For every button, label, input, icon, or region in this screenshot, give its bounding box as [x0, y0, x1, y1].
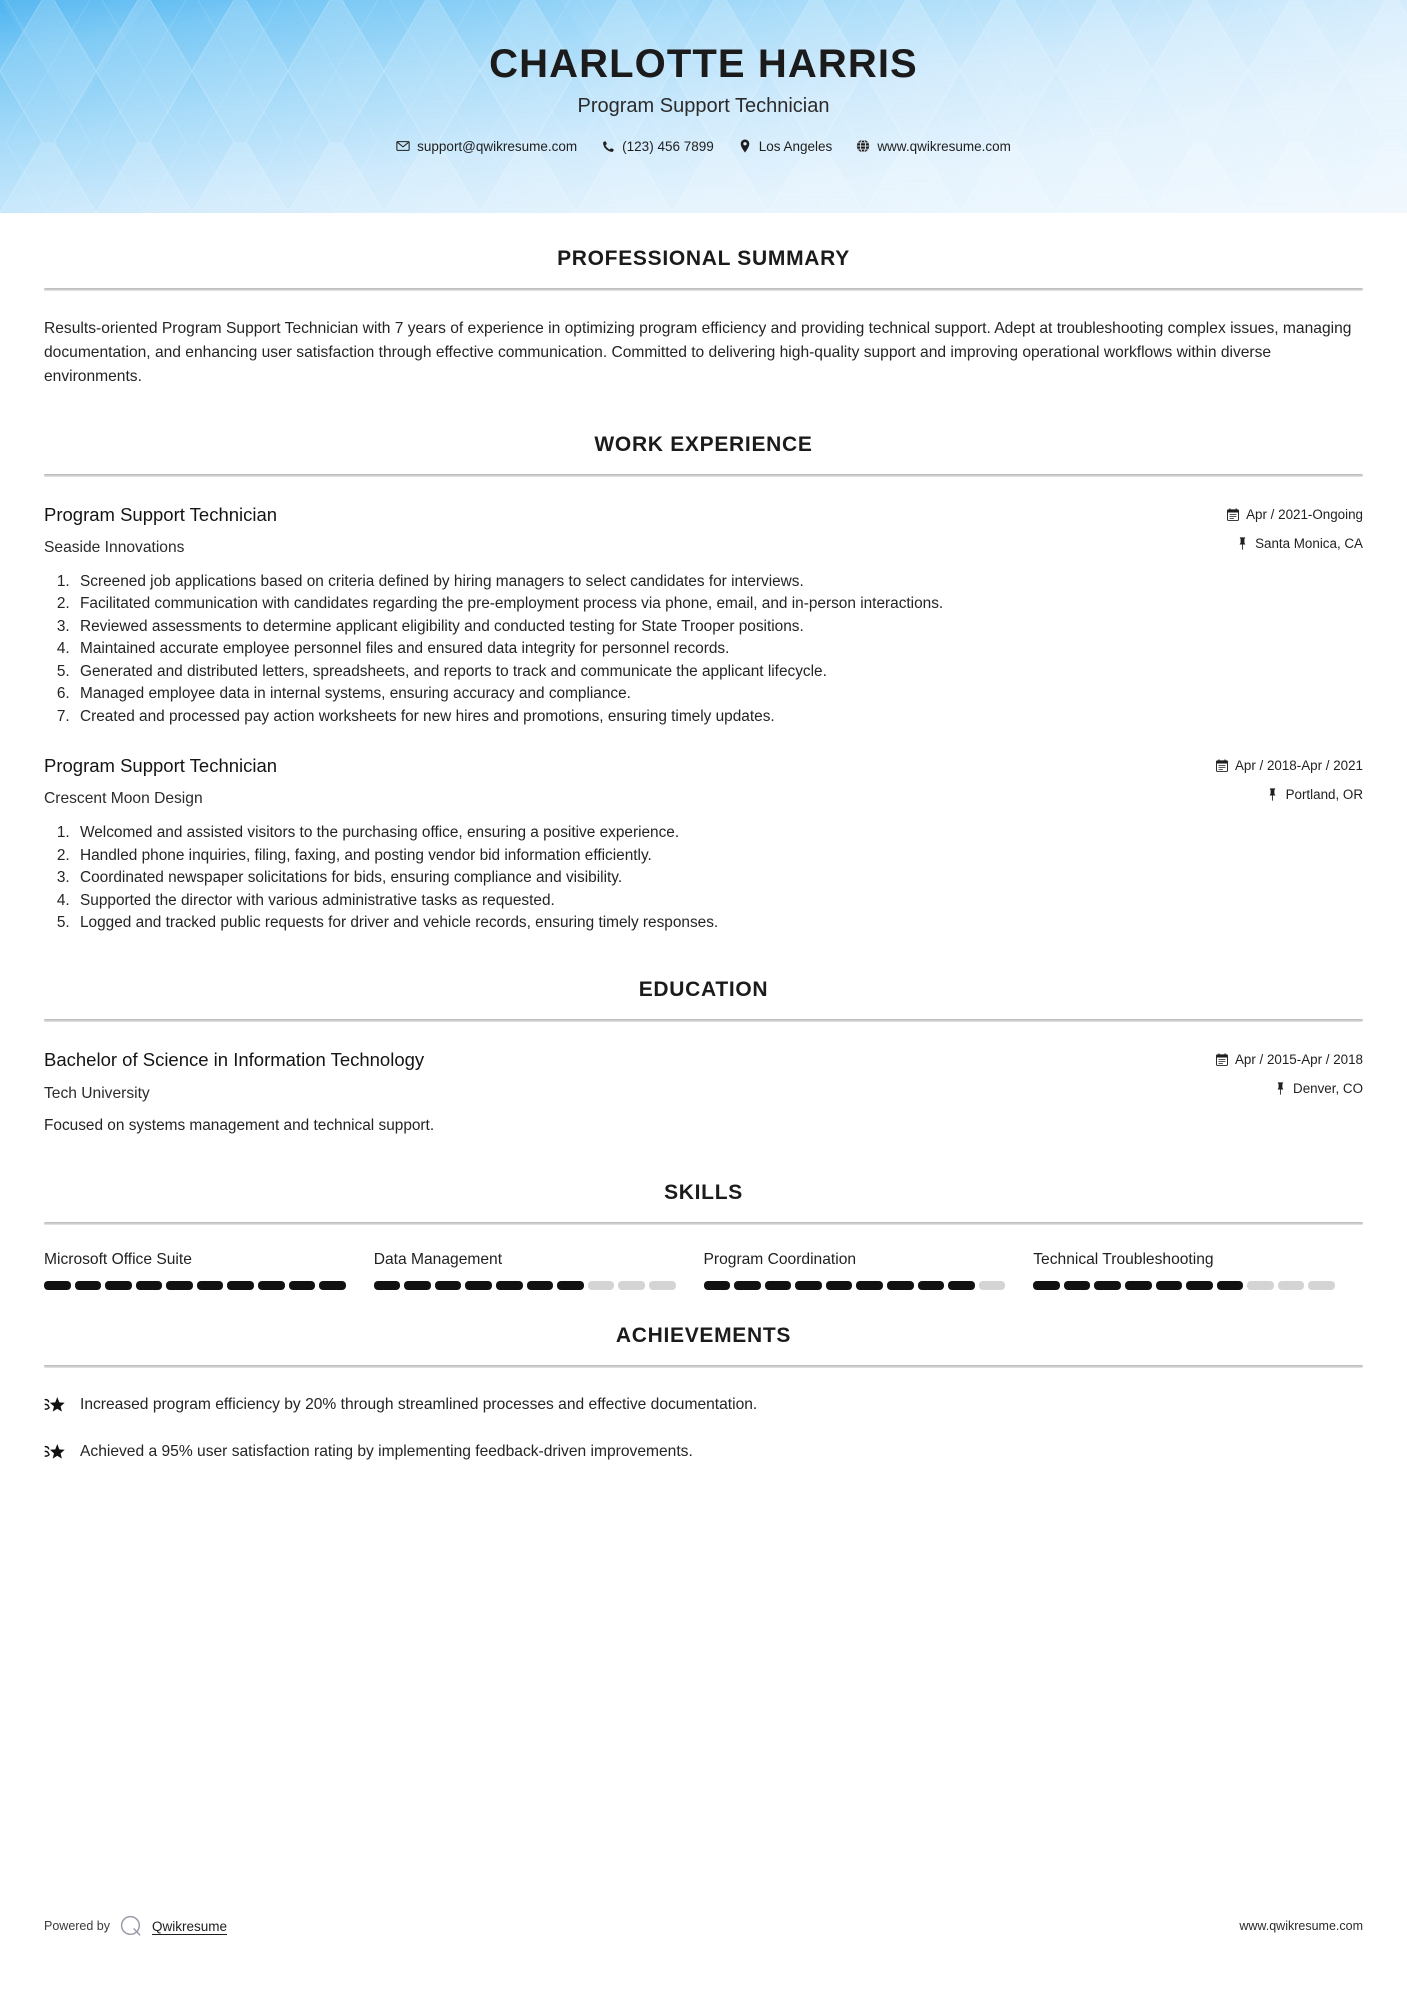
- skill-segment-filled: [319, 1281, 346, 1290]
- section-divider: [44, 1365, 1363, 1368]
- footer-website: www.qwikresume.com: [1239, 1919, 1363, 1933]
- skill-segment-filled: [1094, 1281, 1121, 1290]
- skill-segment-filled: [374, 1281, 401, 1290]
- skill-segment-empty: [1247, 1281, 1274, 1290]
- globe-icon: [856, 139, 870, 153]
- skill-segment-filled: [557, 1281, 584, 1290]
- skill-segment-filled: [704, 1281, 731, 1290]
- section-achievements: [44, 1324, 1363, 1464]
- contact-website-text: www.qwikresume.com: [877, 138, 1011, 154]
- skill-segment-filled: [166, 1281, 193, 1290]
- skill-segment-filled: [1217, 1281, 1244, 1290]
- skill-segment-filled: [44, 1281, 71, 1290]
- skill-segment-filled: [136, 1281, 163, 1290]
- skill-segment-filled: [75, 1281, 102, 1290]
- experience-date: [1216, 758, 1363, 773]
- skill-segment-filled: [465, 1281, 492, 1290]
- section-divider: [44, 288, 1363, 291]
- section-title-achievements: ACHIEVEMENTS: [615, 1324, 792, 1348]
- section-divider: [44, 1019, 1363, 1022]
- candidate-job-title: Program Support Technician: [577, 94, 830, 117]
- experience-location: [1227, 536, 1363, 551]
- contact-email-text: support@qwikresume.com: [417, 138, 578, 154]
- skill-segment-filled: [856, 1281, 883, 1290]
- summary-text: Results-oriented Program Support Technician with 7 years of experience in optimizing program efficiency and providing technical support. Adept at troubleshooting complex issues, managing documentation, and enhancing user satisfaction through effective communication. Committed to delivering high-quality support and improving operational workflows within diverse environments.: [44, 320, 1352, 385]
- skill-label: Microsoft Office Suite: [44, 1251, 192, 1269]
- contact-website[interactable]: [844, 139, 1023, 154]
- contact-phone[interactable]: [589, 139, 726, 154]
- skills-grid: [44, 1251, 1363, 1290]
- skill-rating-bar: [1033, 1281, 1335, 1290]
- education-school: Tech University: [44, 1084, 150, 1102]
- achievement-text: Achieved a 95% user satisfaction rating by implementing feedback-driven improvements.: [80, 1443, 693, 1461]
- education-description: Focused on systems management and technical support.: [44, 1117, 435, 1135]
- skill-item: [704, 1251, 1034, 1290]
- list-item: [44, 1394, 1363, 1417]
- contact-location-text: Los Angeles: [758, 138, 833, 154]
- experience-bullet-list: [44, 571, 1363, 728]
- section-divider: [44, 474, 1363, 477]
- section-title-skills: SKILLS: [664, 1181, 743, 1205]
- education-entry: [44, 1048, 1363, 1137]
- skill-item: [44, 1251, 374, 1290]
- experience-entry: [44, 503, 1363, 728]
- email-icon: [396, 139, 410, 153]
- skill-segment-filled: [197, 1281, 224, 1290]
- qwikresume-logo-icon: [119, 1914, 143, 1938]
- education-location-text: Denver, CO: [1293, 1081, 1363, 1097]
- skill-segment-filled: [289, 1281, 316, 1290]
- experience-location-text: Santa Monica, CA: [1255, 536, 1363, 551]
- skill-segment-filled: [1064, 1281, 1091, 1290]
- list-item: 5. Logged and tracked public requests for driver and vehicle records, ensuring timely responses.: [74, 912, 1363, 934]
- experience-entry: [44, 754, 1363, 934]
- skill-segment-filled: [227, 1281, 254, 1290]
- skill-label: Program Coordination: [703, 1251, 857, 1269]
- skill-segment-empty: [618, 1281, 645, 1290]
- skill-label: Technical Troubleshooting: [1033, 1251, 1214, 1269]
- candidate-name: CHARLOTTE HARRIS: [489, 42, 918, 86]
- contact-location: [726, 139, 845, 154]
- skill-segment-filled: [258, 1281, 285, 1290]
- experience-bullet-list: [44, 822, 1363, 934]
- list-item: 6. Managed employee data in internal systems, ensuring accuracy and compliance.: [74, 683, 1363, 705]
- experience-company: Seaside Innovations: [44, 539, 185, 557]
- achievement-text: Increased program efficiency by 20% through streamlined processes and effective documentation.: [80, 1396, 758, 1414]
- list-item: 1. Welcomed and assisted visitors to the purchasing office, ensuring a positive experience.: [74, 822, 1363, 844]
- skill-segment-empty: [979, 1281, 1006, 1290]
- list-item: 3. Reviewed assessments to determine applicant eligibility and conducted testing for State Trooper positions.: [74, 616, 1363, 638]
- section-title-experience: WORK EXPERIENCE: [594, 433, 813, 456]
- experience-job-title: Program Support Technician: [44, 755, 278, 777]
- section-divider: [44, 1222, 1363, 1225]
- list-item: [44, 1441, 1363, 1464]
- contact-phone-text: (123) 456 7899: [622, 138, 714, 154]
- calendar-icon: [1216, 759, 1228, 772]
- experience-date: [1227, 507, 1363, 522]
- section-title-education: EDUCATION: [638, 978, 769, 1002]
- section-work-experience: [44, 433, 1363, 934]
- list-item: 5. Generated and distributed letters, spreadsheets, and reports to track and communicate the applicant lifecycle.: [74, 661, 1363, 683]
- list-item: 3. Coordinated newspaper solicitations for bids, ensuring compliance and visibility.: [74, 867, 1363, 889]
- list-item: 2. Handled phone inquiries, filing, faxing, and posting vendor bid information efficiently.: [74, 845, 1363, 867]
- list-item: 4. Maintained accurate employee personnel files and ensured data integrity for personnel records.: [74, 638, 1363, 660]
- resume-content: [0, 213, 1407, 1464]
- skill-segment-filled: [1125, 1281, 1152, 1290]
- education-degree: Bachelor of Science in Information Technology: [44, 1049, 425, 1071]
- skill-segment-filled: [1186, 1281, 1213, 1290]
- powered-by-label: Powered by: [44, 1919, 111, 1933]
- calendar-icon: [1216, 1053, 1228, 1066]
- experience-company: Crescent Moon Design: [44, 790, 203, 808]
- skill-segment-filled: [105, 1281, 132, 1290]
- skill-label: Data Management: [373, 1251, 503, 1269]
- experience-date-text: Apr / 2018-Apr / 2021: [1234, 758, 1363, 774]
- skill-segment-empty: [1278, 1281, 1305, 1290]
- pin-icon: [1267, 788, 1279, 801]
- section-skills: [44, 1181, 1363, 1290]
- header-banner: [0, 0, 1407, 213]
- footer-branding: [44, 1914, 227, 1938]
- education-location: [1216, 1081, 1363, 1096]
- skill-segment-filled: [435, 1281, 462, 1290]
- contact-row: [0, 139, 1407, 154]
- section-education: [44, 978, 1363, 1137]
- skill-rating-bar: [704, 1281, 1006, 1290]
- skill-segment-filled: [734, 1281, 761, 1290]
- location-icon: [738, 139, 752, 153]
- skill-segment-filled: [887, 1281, 914, 1290]
- skill-item: [1033, 1251, 1363, 1290]
- skill-segment-filled: [527, 1281, 554, 1290]
- experience-location-text: Portland, OR: [1285, 787, 1363, 803]
- star-badge-icon: [44, 1442, 66, 1464]
- list-item: 4. Supported the director with various administrative tasks as requested.: [74, 890, 1363, 912]
- star-badge-icon: [44, 1395, 66, 1417]
- pin-icon: [1236, 537, 1248, 550]
- section-title-summary: PROFESSIONAL SUMMARY: [557, 247, 850, 270]
- list-item: 1. Screened job applications based on criteria defined by hiring managers to select candidates for interviews.: [74, 571, 1363, 593]
- skill-item: [374, 1251, 704, 1290]
- experience-job-title: Program Support Technician: [44, 504, 278, 525]
- pin-icon: [1274, 1082, 1286, 1095]
- skill-segment-empty: [649, 1281, 676, 1290]
- experience-date-text: Apr / 2021-Ongoing: [1246, 507, 1363, 522]
- skill-segment-filled: [496, 1281, 523, 1290]
- calendar-icon: [1227, 508, 1239, 521]
- contact-email[interactable]: [384, 139, 589, 154]
- skill-segment-filled: [948, 1281, 975, 1290]
- education-date-text: Apr / 2015-Apr / 2018: [1234, 1052, 1363, 1068]
- skill-segment-empty: [588, 1281, 615, 1290]
- skill-segment-filled: [1033, 1281, 1060, 1290]
- skill-rating-bar: [374, 1281, 676, 1290]
- phone-icon: [601, 139, 615, 153]
- skill-segment-filled: [1156, 1281, 1183, 1290]
- skill-segment-filled: [918, 1281, 945, 1290]
- skill-segment-filled: [795, 1281, 822, 1290]
- page-footer: [44, 1914, 1363, 1938]
- experience-location: [1216, 787, 1363, 802]
- list-item: 2. Facilitated communication with candidates regarding the pre-employment process via phone, email, and in-person interactions.: [74, 593, 1363, 615]
- skill-segment-empty: [1308, 1281, 1335, 1290]
- skill-segment-filled: [765, 1281, 792, 1290]
- skill-rating-bar: [44, 1281, 346, 1290]
- qwikresume-link[interactable]: Qwikresume: [152, 1918, 228, 1934]
- skill-segment-filled: [826, 1281, 853, 1290]
- education-date: [1216, 1052, 1363, 1067]
- list-item: 7. Created and processed pay action worksheets for new hires and promotions, ensuring timely updates.: [74, 706, 1363, 728]
- section-professional-summary: [44, 247, 1363, 389]
- achievements-list: [44, 1394, 1363, 1464]
- skill-segment-filled: [404, 1281, 431, 1290]
